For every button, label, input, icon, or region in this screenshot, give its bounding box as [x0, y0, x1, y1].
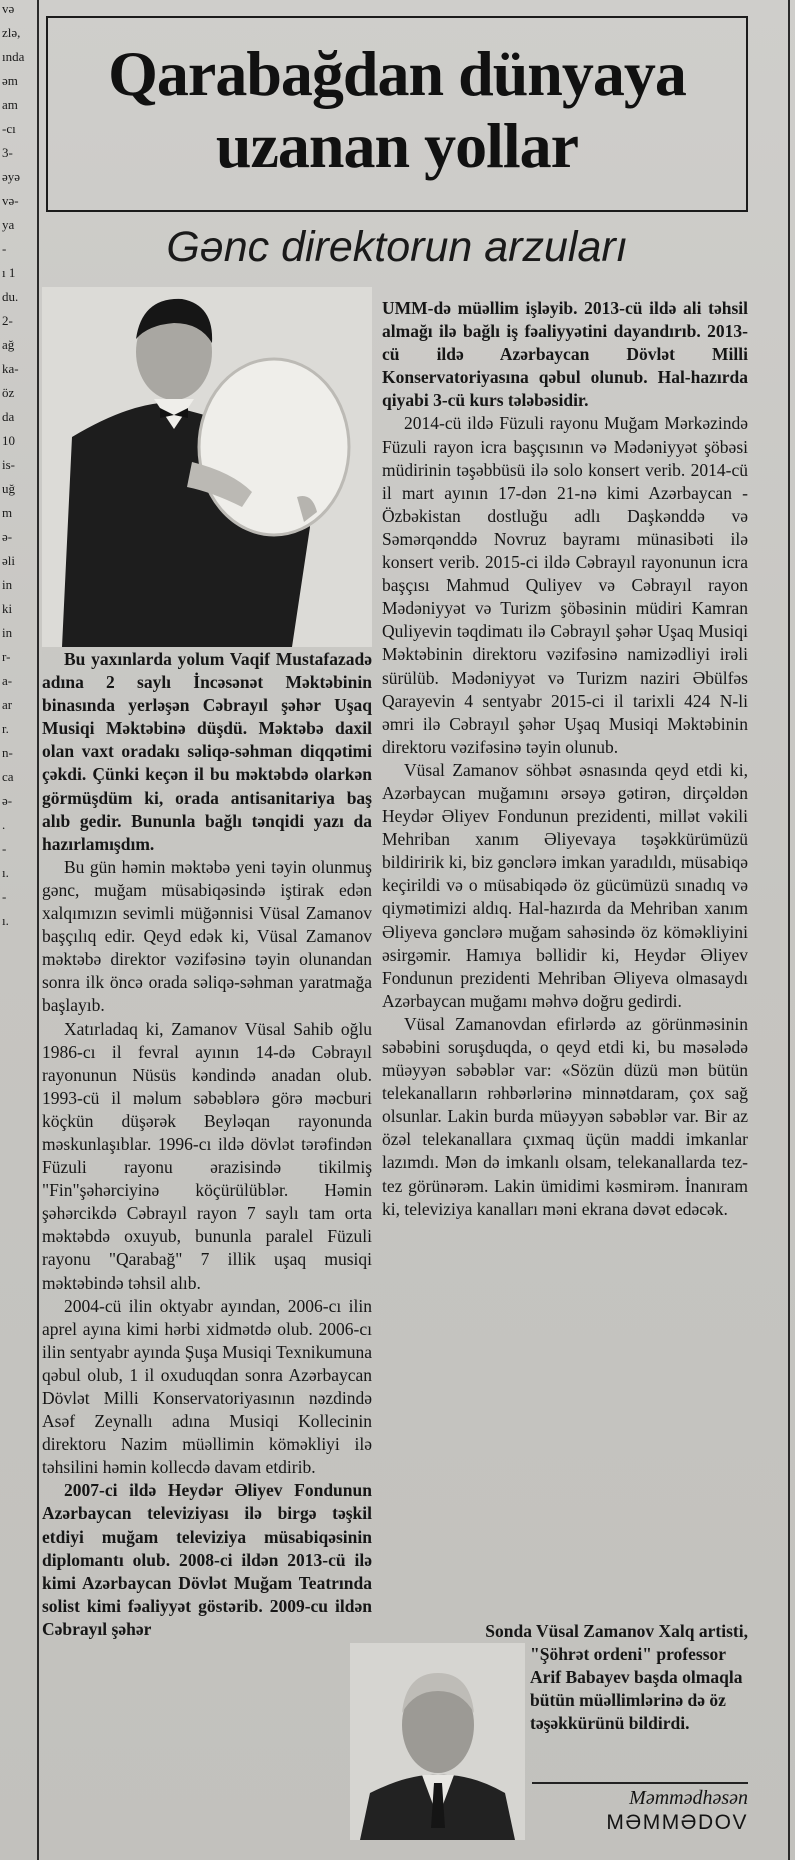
adjacent-text-fragment: in	[2, 577, 13, 592]
adjacent-text-fragment: am	[2, 97, 18, 112]
adjacent-text-fragment: a-	[2, 673, 13, 688]
adjacent-text-fragment: əli	[2, 553, 15, 568]
signature-rule	[532, 1782, 748, 1784]
left-paragraph-4: 2007-ci ildə Heydər Əliyev Fondunun Azərbaycan televiziyası ilə birgə təşkil etdiyi muğam televiziya müsabiqəsinin diplomantı olub. 2008-ci ildən 2013-cü ilə kimi Azərbaycan Dövlət Muğam Teatrında solist kimi fəaliyyət göstərib. 2009-cu ildən Cəbrayıl şəhər	[42, 1480, 372, 1639]
portrait-photo-image	[42, 287, 372, 647]
intro-paragraph: Bu yaxınlarda yolum Vaqif Mustafazadə adına 2 saylı İncəsənət Məktəbinin binasında yerləşən Cəbrayıl şəhər Uşaq Musiqi Məktəbinə düşdü. Məktəbə daxil olan vaxt oradakı səliqə-səhman diqqətimi çəkdi. Çünki keçən il bu məktəbdə olarkən görmüşdüm ki, orada antisanitariya baş alıb gedir. Bununla bağlı tənqidi yazı da hazırlamışdım.	[42, 649, 372, 854]
adjacent-text-fragment: ki	[2, 601, 13, 616]
adjacent-text-fragment: n-	[2, 745, 13, 760]
left-paragraph-3: 2004-cü ilin oktyabr ayından, 2006-cı ilin aprel ayına kimi hərbi xidmətdə olub. 2006-cı ilin sentyabr ayında Şuşa Musiqi Texnikumuna qəbul olub, 1 il oxuduqdan sonra Azərbaycan Dövlət Milli Konservatoriyasının nəzdində Asəf Zeynallı adına Musiqi Kollecinin direktoru Nazim müəllimin köməkliyi ilə təhsilini həmin kollecdə davam etdirib.	[42, 1295, 372, 1478]
adjacent-text-fragment: ında	[2, 49, 25, 64]
adjacent-text-fragment: ka-	[2, 361, 19, 376]
adjacent-column-fragment	[0, 0, 36, 1860]
professor-photo	[350, 1643, 525, 1840]
adjacent-text-fragment: 10	[2, 433, 15, 448]
adjacent-text-fragment: uğ	[2, 481, 15, 496]
adjacent-text-fragment: ı.	[2, 865, 9, 880]
headline-box	[46, 16, 748, 212]
adjacent-text-fragment: du.	[2, 289, 19, 304]
adjacent-text-fragment: da	[2, 409, 15, 424]
author-first-name: Məmmədhəsən	[629, 1787, 748, 1809]
adjacent-text-fragment: -cı	[2, 121, 16, 136]
left-column	[42, 648, 372, 1641]
adjacent-text-fragment: və	[2, 1, 15, 16]
right-paragraph-1: 2014-cü ildə Füzuli rayonu Muğam Mərkəzində Füzuli rayon icra başçısının və Mədəniyyət şöbəsi müdirinin təşəbbüsü ilə solo konsert verib. 2014-cü il mart ayının 17-dən 21-nə kimi Azərbaycan - Özbəkistan dostluğu adlı Daşkənddə və Səmərqənddə Novruz bayramı münasibəti ilə konsert verib. 2015-ci ildə Cəbrayıl rayonunun icra başçısı Mahmud Quliyev və Cəbrayıl rayon Mədəniyyət və Turizm şöbəsinin müdiri Kamran Quliyevin təqdimatı ilə Cəbrayıl şəhər Uşaq Musiqi Məktəbinin direktoru vəzifəsinə namizədliyi irəli sürülüb. Mədəniyyət və Turizm naziri Əbülfəs Qarayevin 4 sentyabr 2015-ci il tarixli 424 N-li əmri ilə Cəbrayıl şəhər Uşaq Musiqi Məktəbinin direktoru vəzifəsinə təyin olunub.	[382, 413, 748, 757]
left-paragraph-2: Xatırladaq ki, Zamanov Vüsal Sahib oğlu 1986-cı il fevral ayının 14-də Cəbrayıl rayonunun Nüsüs kəndində anadan olub. 1993-cü il məlum səbəblərə görə məcburi köçkün düşərək Beyləqan rayonunda məskunlaşıblar. 1996-cı ildə dövlət tərəfindən Füzuli rayonu ərazisində tikilmiş "Fin"şəhərciyinə köçürülüblər. Həmin şəhərcikdə Cəbrayıl rayon 7 saylı tam orta məktəbdə oxuyub, bununla paralel Füzuli rayonu "Qarabağ" 7 illik uşaq musiqi məktəbində təhsil alıb.	[42, 1018, 372, 1293]
adjacent-text-fragment: ar	[2, 697, 13, 712]
adjacent-text-fragment: ə-	[2, 793, 13, 808]
adjacent-text-fragment: 2-	[2, 313, 13, 328]
headline-line-1: Qarabağdan dünyaya	[108, 38, 686, 109]
right-paragraph-0: UMM-də müəllim işləyib. 2013-cü ildə ali təhsil almağı ilə bağlı iş fəaliyyətini dayandırıb. 2013-cü ildə Azərbaycan Dövlət Milli Konservatoriyasına qəbul olunub. Hal-hazırda qiyabi 3-cü kurs tələbəsidir.	[382, 298, 748, 411]
adjacent-text-fragment: ə-	[2, 529, 13, 544]
closing-rest: "Şöhrət ordeni" professor Arif Babayev başda olmaqla bütün müəllimlərinə də öz təşəkkürünü bildirdi.	[530, 1644, 743, 1734]
author-last-name: MƏMMƏDOV	[606, 1811, 748, 1834]
headline-line-2: uzanan yollar	[215, 110, 579, 181]
adjacent-text-fragment: 3-	[2, 145, 13, 160]
column-divider-right	[788, 0, 790, 1860]
adjacent-text-fragment: ı.	[2, 913, 9, 928]
adjacent-text-fragment: -	[2, 841, 7, 856]
adjacent-text-fragment: yа	[2, 217, 15, 232]
closing-paragraph	[530, 1643, 748, 1735]
adjacent-text-fragment: və-	[2, 193, 19, 208]
right-column	[382, 297, 748, 1221]
adjacent-text-fragment: -	[2, 889, 7, 904]
adjacent-text-fragment: zlə,	[2, 25, 21, 40]
adjacent-text-fragment: r.	[2, 721, 9, 736]
left-paragraph-1: Bu gün həmin məktəbə yeni təyin olunmuş gənc, muğam müsabiqəsində iştirak edən xalqımızın sevimli müğənnisi Vüsal Zamanov başçılıq edir. Qeyd edək ki, Vüsal Zamanov məktəbə direktor vəzifəsinə təyin olunandan sonra ilk öncə orada səliqə-səhman yaratmağa başlayıb.	[42, 856, 372, 1016]
adjacent-text-fragment: m	[2, 505, 13, 520]
adjacent-text-fragment: in	[2, 625, 13, 640]
adjacent-text-fragment: əm	[2, 73, 18, 88]
professor-photo-image	[350, 1643, 525, 1840]
adjacent-text-fragment: əyə	[2, 169, 21, 184]
portrait-photo	[42, 287, 372, 647]
adjacent-text-fragment: .	[2, 817, 6, 832]
adjacent-text-fragment: ağ	[2, 337, 15, 352]
right-paragraph-2: Vüsal Zamanov söhbət əsnasında qeyd etdi ki, Azərbaycan muğamını ərsəyə gətirən, dirçəldən Heydər Əliyev Fondunun prezidenti, millət vəkili Mehriban xanım Əliyevaya təşəkkürümüzü bildiririk ki, biz gənclərə imkan yaradıldı, müsabiqə keçirildi və o müsabiqədə öz gücümüzü sınadıq və qiymətimizi aldıq. Hal-hazırda da Mehriban xanım Əliyeva gənclərə muğam sahəsində öz köməkliyini əsirgəmir. Hamıya bəllidir ki, Heydər Əliyev Fondunun prezidenti Mehriban Əliyeva olmasaydı Azərbaycan muğamı məhvə doğru gedirdi.	[382, 759, 748, 1011]
adjacent-text-fragment: ca	[2, 769, 14, 784]
closing-lead: Sonda Vüsal Zamanov Xalq artisti,	[485, 1621, 748, 1641]
column-divider-left	[37, 0, 39, 1860]
adjacent-text-fragment: -	[2, 241, 7, 256]
professor-photo-wrap	[350, 1643, 525, 1840]
adjacent-text-fragment: r-	[2, 649, 11, 664]
subheadline: Gənc direktorun arzuları	[166, 223, 628, 271]
right-paragraph-3: Vüsal Zamanovdan efirlərdə az görünməsinin səbəbini soruşduqda, o qeyd etdi ki, bu məsələdə müəyyən səbəblər var: «Sözün düzü mən bütün telekanalların rəhbərlərinə minnətdaram, çox sağ olsunlar. Lakin burda müəyyən səbəblər var. Bir az özəl telekanallara çıxmaq üçün maddi imkanlar lazımdı. Mən də imkanlı olsam, telekanallarda tez-tez görünərəm. Lakin ümidimi kəsmirəm. İnanıram ki, televiziya kanalları məni ekrana dəvət edəcək.	[382, 1013, 748, 1219]
adjacent-text-fragment: ı 1	[2, 265, 16, 280]
adjacent-text-fragment: is-	[2, 457, 15, 472]
adjacent-text-fragment: öz	[2, 385, 15, 400]
headline	[48, 18, 746, 182]
